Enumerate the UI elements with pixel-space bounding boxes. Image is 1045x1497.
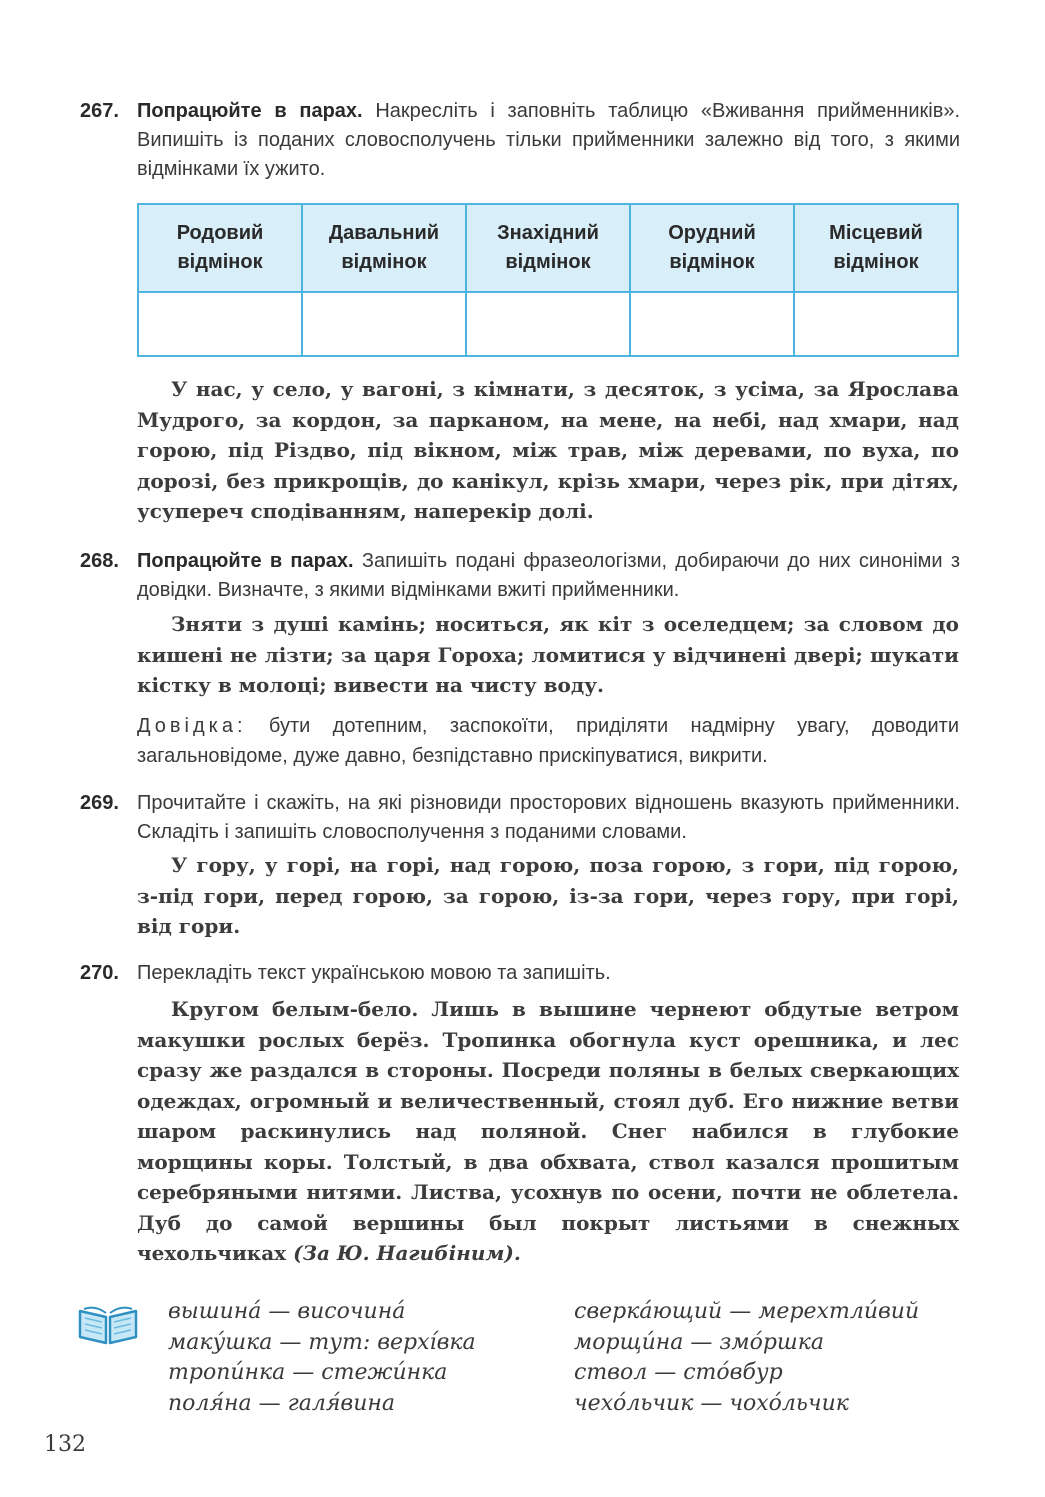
exercise-267	[80, 97, 960, 184]
table-cell	[138, 292, 302, 356]
vocabulary-left	[168, 1297, 476, 1419]
table-header-cell: Знахідний відмінок	[466, 204, 630, 292]
exercise-270	[80, 959, 960, 988]
exercise-268-task	[80, 547, 960, 605]
vocabulary-right	[574, 1297, 919, 1419]
vocabulary-item: вышина́ — височина́	[168, 1299, 406, 1324]
vocabulary-item: поля́на — галя́вина	[168, 1390, 395, 1416]
exercise-instruction: Перекладіть текст українською мовою та запишіть.	[137, 962, 611, 984]
exercise-number: 270.	[80, 962, 119, 984]
text-source: (За Ю. Нагибіним).	[293, 1241, 521, 1265]
vocabulary-item: маку́шка — тут: верхі́вка	[168, 1329, 476, 1355]
vocabulary-item: ствол — сто́вбур	[574, 1360, 783, 1385]
page-number: 132	[44, 1432, 86, 1457]
table-header-cell: Давальний відмінок	[302, 204, 466, 292]
reference-text: бути дотепним, заспокоїти, приділяти надмірну увагу, доводити загальновідоме, дуже давно, безпідставно прискіпуватися, викрити.	[137, 715, 960, 767]
exercise-269-task	[80, 789, 960, 847]
exercise-268-example: Зняти з душі камінь; носиться, як кіт з оселедцем; за словом до кишені не лізти; за царя Гороха; ломитися у відчинені двері; шукати кістку в молоці; вивести на чисту воду.	[137, 612, 959, 697]
reference-label: Довідка:	[137, 715, 247, 737]
table-row	[138, 292, 958, 356]
reference-note	[137, 711, 959, 771]
exercise-instruction: Прочитайте і скажіть, на які різновиди просторових відношень вказують прийменники. Складіть і запишіть словосполучення з поданими словами.	[137, 792, 960, 843]
open-book-icon	[77, 1301, 139, 1347]
exercise-269-example: У гору, у горі, на горі, над горою, поза горою, з гори, під горою, з-під гори, перед горою, за горою, із-за гори, через гору, при горі, від гори.	[137, 853, 959, 938]
preposition-case-table	[137, 203, 959, 357]
table-header-cell: Місцевий відмінок	[794, 204, 958, 292]
table-header-cell: Орудний відмінок	[630, 204, 794, 292]
exercise-267-example: У нас, у село, у вагоні, з кімнати, з десяток, з усіма, за Ярослава Мудрого, за кордон, за парканом, на мене, на небі, над хмари, над горою, під Різдво, під вікном, між трав, між деревами, по вуха, по дорозі, без прикрощів, до канікул, крізь хмари, через рік, при дітях, усупереч сподіванням, наперекір долі.	[137, 377, 959, 523]
exercise-267-task	[80, 97, 960, 184]
vocabulary-item: сверка́ющий — мерехтли́вий	[574, 1299, 920, 1324]
exercise-number: 269.	[80, 792, 119, 814]
table-cell	[630, 292, 794, 356]
table-cell	[794, 292, 958, 356]
exercise-270-text	[137, 994, 959, 1269]
table-cell	[466, 292, 630, 356]
table-header-row	[138, 204, 958, 292]
vocabulary-item: чехо́льчик — чохо́льчик	[574, 1390, 849, 1416]
exercise-270-task	[80, 959, 960, 988]
exercise-instruction: Накресліть і заповніть таблицю «Вживання прийменників». Випишіть із поданих словосполучень тільки прийменники залежно від того, з якими відмінками їх ужито.	[137, 100, 960, 180]
exercise-269	[80, 789, 960, 847]
exercise-number: 267.	[80, 100, 119, 122]
table-header-cell: Родовий відмінок	[138, 204, 302, 292]
table-cell	[302, 292, 466, 356]
exercise-title: Попрацюйте в парах.	[137, 550, 354, 572]
russian-text: Кругом белым-бело. Лишь в вышине чернеют обдутые ветром макушки рослых берёз. Тропинка обогнула куст орешника, и лес сразу же раздался в стороны. Посреди поляны в белых сверкающих одеждах, огромный и величественный, стоял дуб. Его нижние ветви шаром раскинулись над поляной. Снег набился в глубокие морщины коры. Толстый, в два обхвата, ствол казался прошитым серебряными нитями. Листва, усохнув по осени, почти не облетела. Дуб до самой вершины был покрыт листьями в снежных чехольчиках	[137, 997, 959, 1265]
exercise-number: 268.	[80, 550, 119, 572]
vocabulary-item: морщи́на — змо́ршка	[574, 1329, 825, 1355]
exercise-268	[80, 547, 960, 605]
exercise-instruction: Запишіть подані фразеологізми, добираючи до них синоніми з довідки. Визначте, з якими відмінками вжиті прийменники.	[137, 550, 960, 601]
exercise-title: Попрацюйте в парах.	[137, 100, 363, 122]
vocabulary-item: тропи́нка — стежи́нка	[168, 1360, 448, 1385]
